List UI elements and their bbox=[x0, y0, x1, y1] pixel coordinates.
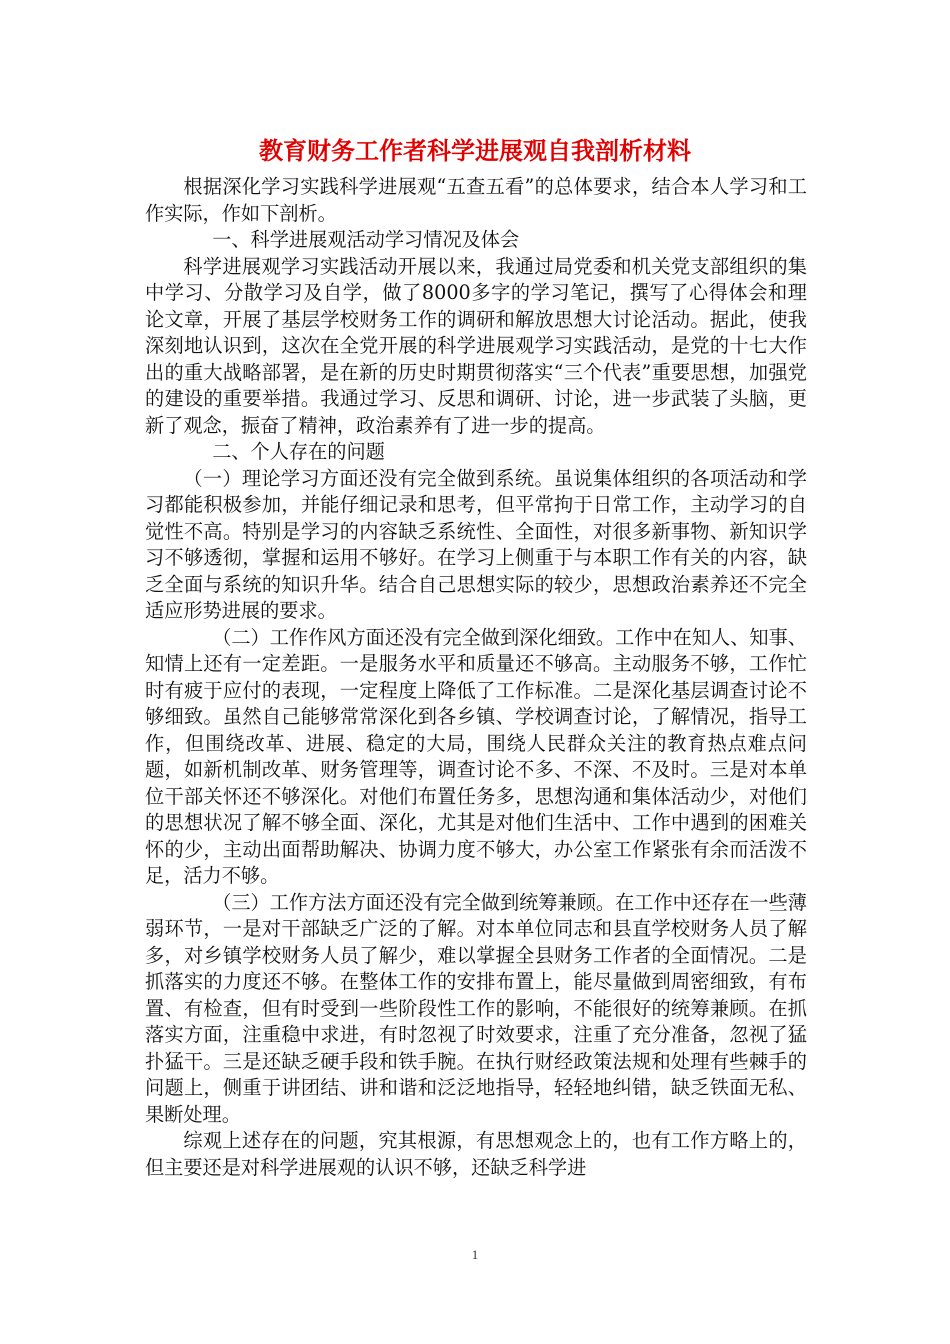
paragraph-intro: 根据深化学习实践科学进展观“五查五看”的总体要求，结合本人学习和工作实际，作如下剖析。 bbox=[145, 175, 807, 225]
paragraph-study-experience: 科学进展观学习实践活动开展以来，我通过局党委和机关党支部组织的集中学习、分散学习及自学，做了8000多字的学习笔记，撰写了心得体会和理论文章，开展了基层学校财务工作的调研和解放思想大讨论活动。据此，使我深刻地认识到，这次在全党开展的科学进展观学习实践活动，是党的十七大作出的重大战略部署，是在新的历史时期贯彻落实“三个代表”重要思想，加强党的建设的重要举措。我通过学习、反思和调研、讨论，进一步武装了头脑，更新了观念，振奋了精神，政治素养有了进一步的提高。 bbox=[145, 254, 807, 437]
document-title: 教育财务工作者科学进展观自我剖析材料 bbox=[259, 137, 691, 165]
section-heading-2: 二、个人存在的问题 bbox=[212, 440, 385, 463]
section-heading-1: 一、科学进展观活动学习情况及体会 bbox=[212, 228, 520, 251]
paragraph-problem-2: （二）工作作风方面还没有完全做到深化细致。工作中在知人、知事、知情上还有一定差距。一是服务水平和质量还不够高。主动服务不够，工作忙时有疲于应付的表现，一定程度上降低了工作标准。二是深化基层调查讨论不够细致。虽然自己能够常常深化到各乡镇、学校调查讨论，了解情况，指导工作，但围绕改革、进展、稳定的大局，围绕人民群众关注的教育热点难点问题，如新机制改革、财务管理等，调查讨论不多、不深、不及时。三是对本单位干部关怀还不够深化。对他们布置任务多，思想沟通和集体活动少，对他们的思想状况了解不够全面、深化，尤其是对他们生活中、工作中遇到的困难关怀的少，主动出面帮助解决、协调力度不够大，办公室工作紧张有余而活泼不足，活力不够。 bbox=[145, 625, 807, 887]
paragraph-problem-3: （三）工作方法方面还没有完全做到统筹兼顾。在工作中还存在一些薄弱环节，一是对干部缺乏广泛的了解。对本单位同志和县直学校财务人员了解多，对乡镇学校财务人员了解少，难以掌握全县财务工作者的全面情况。二是抓落实的力度还不够。在整体工作的安排布置上，能尽量做到周密细致，有布置、有检查，但有时受到一些阶段性工作的影响，不能很好的统筹兼顾。在抓落实方面，注重稳中求进，有时忽视了时效要求，注重了充分准备，忽视了猛扑猛干。三是还缺乏硬手段和铁手腕。在执行财经政策法规和处理有些棘手的问题上，侧重于讲团结、讲和谐和泛泛地指导，轻轻地纠错，缺乏铁面无私、果断处理。 bbox=[145, 890, 807, 1126]
page-number: 1 bbox=[471, 1247, 479, 1262]
paragraph-problem-1: （一）理论学习方面还没有完全做到系统。虽说集体组织的各项活动和学习都能积极参加，并能仔细记录和思考，但平常拘于日常工作，主动学习的自觉性不高。特别是学习的内容缺乏系统性、全面性，对很多新事物、新知识学习不够透彻，掌握和运用不够好。在学习上侧重于与本职工作有关的内容，缺乏全面与系统的知识升华。结合自己思想实际的较少，思想政治素养还不完全适应形势进展的要求。 bbox=[145, 466, 807, 622]
document-body bbox=[145, 174, 807, 1181]
paragraph-summary: 综观上述存在的问题，究其根源，有思想观念上的，也有工作方略上的，但主要还是对科学进展观的认识不够，还缺乏科学进 bbox=[145, 1129, 807, 1179]
